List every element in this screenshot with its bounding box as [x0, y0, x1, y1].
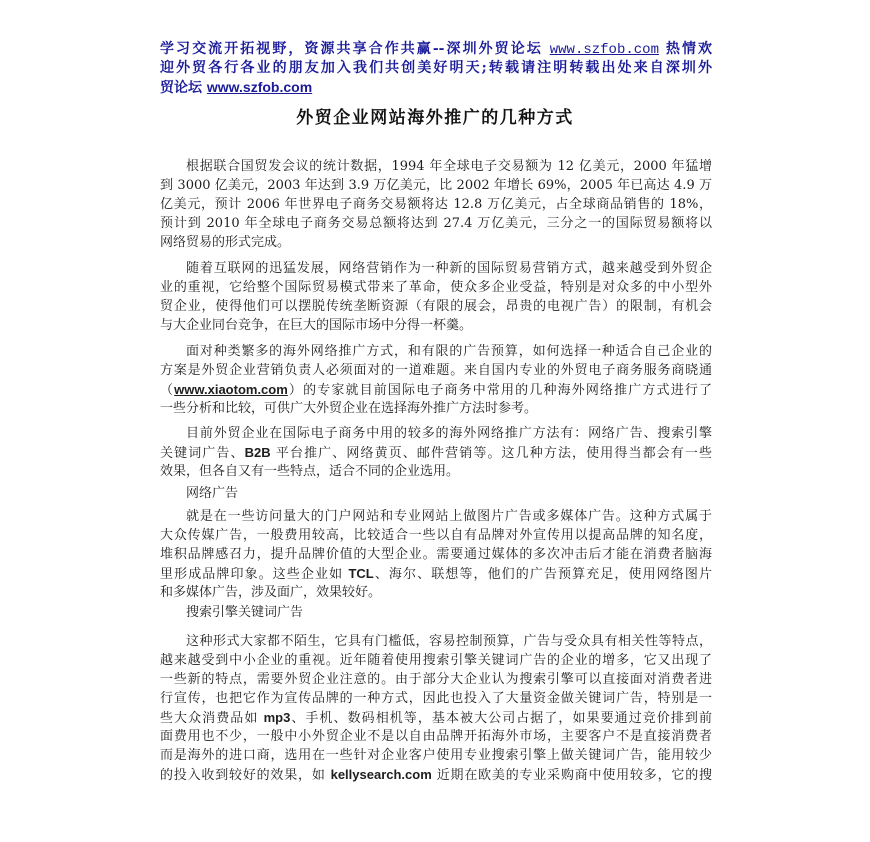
paragraph-text: 些大众消费品如 [160, 711, 264, 726]
banner-text: 贸论坛 [160, 80, 207, 96]
document-title: 外贸企业网站海外推广的几种方式 [296, 108, 574, 128]
paragraph-line: 就是在一些访问量大的门户网站和专业网站上做图片广告或多媒体广告。这种方式属于 [186, 509, 712, 524]
paragraph-term: B2B [244, 445, 271, 460]
paragraph-line [160, 765, 712, 784]
paragraph [160, 157, 712, 252]
banner-text: 热情欢 [658, 41, 712, 57]
paragraph-text: 平台推广、网络黄页、邮件营销等。这几种方法，使用得当都会有一些 [270, 446, 712, 461]
paragraph-line: 方案是外贸企业营销负责人必须面对的一道难题。来自国内专业的外贸电子商务服务商晓通 [160, 363, 712, 378]
paragraph-text: ）的专家就目前国际电子商务中常用的几种海外网络推广方式进行了 [287, 383, 712, 398]
section-heading: 搜索引擎关键词广告 [186, 605, 304, 620]
paragraph-line: 到 3000 亿美元，2003 年达到 3.9 万亿美元，比 2002 年增长 69%，2005 年已高达 4.9 万 [160, 178, 712, 193]
paragraph-text: 的投入收到较好的效果，如 [160, 768, 331, 783]
paragraph [160, 342, 712, 418]
paragraph-line: 和多媒体广告，涉及面广，效果较好。 [160, 585, 382, 600]
paragraph-line: 大众传媒广告，一般费用较高，比较适合一些以自有品牌对外宣传用以提高品牌的知名度， [160, 528, 712, 543]
paragraph-line: 根据联合国贸发会议的统计数据，1994 年全球电子交易额为 12 亿美元，2000 年猛增 [186, 159, 712, 174]
paragraph-text: 、手机、数码相机等，基本被大公司占据了，如果要通过竞价排到前 [290, 711, 712, 726]
paragraph-line: 而是海外的进口商，选用在一些针对企业客户使用专业搜索引擎上做关键词广告，能用较少 [160, 748, 712, 763]
paragraph-line: 业的重视，它给整个国际贸易模式带来了革命，使众多企业受益，特别是对众多的中小型外 [160, 280, 712, 295]
banner-line: 迎外贸各行各业的朋友加入我们共创美好明天;转载请注明转载出处来自深圳外 [160, 60, 712, 76]
paragraph-line: 行宣传，也把它作为宣传品牌的一种方式，因此也投入了大量资金做关键词广告，特别是一 [160, 691, 712, 706]
paragraph-line: 一些分析和比较，可供广大外贸企业在选择海外推广方法时参考。 [160, 401, 538, 416]
paragraph-term: mp3 [263, 710, 291, 725]
paragraph-line: 面费用也不少，一般中小外贸企业不是以自由品牌开拓海外市场，主要客户不是直接消费者 [160, 729, 712, 744]
paragraph-line: 目前外贸企业在国际电子商务中用的较多的海外网络推广方法有：网络广告、搜索引擎 [186, 426, 712, 441]
paragraph-line [160, 380, 712, 399]
paragraph-line: 贸企业，使得他们可以摆脱传统垄断资源（有限的展会，昂贵的电视广告）的限制，有机会 [160, 299, 712, 314]
paragraph-line [160, 564, 712, 583]
paragraph-line: 一些新的特点，需要外贸企业注意的。由于部分大企业认为搜索引擎可以直接面对消费者进 [160, 672, 712, 687]
banner-text: 学习交流开拓视野，资源共享合作共赢--深圳外贸论坛 [160, 41, 550, 57]
banner-line [160, 78, 712, 97]
site-link[interactable]: www.szfob.com [206, 79, 313, 95]
paragraph-line: 网络贸易的形式完成。 [160, 235, 291, 250]
paragraph [160, 507, 712, 602]
paragraph-line: 堆积品牌感召力，提升品牌价值的大型企业。需要通过媒体的多次冲击后才能在消费者脑海 [160, 547, 712, 562]
paragraph [160, 259, 712, 335]
paragraph [160, 632, 712, 784]
paragraph-line: 预计到 2010 年全球电子商务交易总额将达到 27.4 万亿美元，三分之一的国际贸易额将以 [160, 216, 712, 231]
paragraph-text: 近期在欧美的专业采购商中使用较多，它的搜 [431, 768, 712, 783]
paragraph-text: （ [160, 383, 175, 398]
paragraph [160, 424, 712, 481]
paragraph-text: 、海尔、联想等，他们的广告预算充足，使用网络图片 [373, 567, 712, 582]
site-link[interactable]: www.szfob.com [549, 42, 659, 58]
paragraph-line [160, 708, 712, 727]
paragraph-line: 面对种类繁多的海外网络推广方式，和有限的广告预算，如何选择一种适合自己企业的 [186, 344, 712, 359]
paragraph-line: 越来越受到中小企业的重视。近年随着使用搜索引擎关键词广告的企业的增多，它又出现了 [160, 653, 712, 668]
paragraph-text: 关键词广告、 [160, 446, 245, 461]
site-banner [160, 40, 712, 97]
section-heading: 网络广告 [186, 486, 239, 501]
paragraph-line: 随着互联网的迅猛发展，网络营销作为一种新的国际贸易营销方式，越来越受到外贸企 [186, 261, 712, 276]
paragraph-line [160, 443, 712, 462]
banner-line [160, 40, 712, 59]
xiaotom-link[interactable]: www.xiaotom.com [174, 382, 288, 397]
paragraph-term: TCL [348, 566, 374, 581]
paragraph-line: 亿美元，预计 2006 年世界电子商务交易额将达 12.8 万亿美元，占全球商品销售的 18%， [160, 197, 712, 212]
paragraph-line: 这种形式大家都不陌生，它具有门槛低，容易控制预算，广告与受众具有相关性等特点， [186, 634, 712, 649]
paragraph-term: kellysearch.com [330, 767, 432, 782]
paragraph-line: 与大企业同台竞争，在巨大的国际市场中分得一杯羹。 [160, 318, 473, 333]
paragraph-line: 效果，但各自又有一些特点，适合不同的企业选用。 [160, 464, 460, 479]
paragraph-text: 里形成品牌印象。这些企业如 [160, 567, 349, 582]
